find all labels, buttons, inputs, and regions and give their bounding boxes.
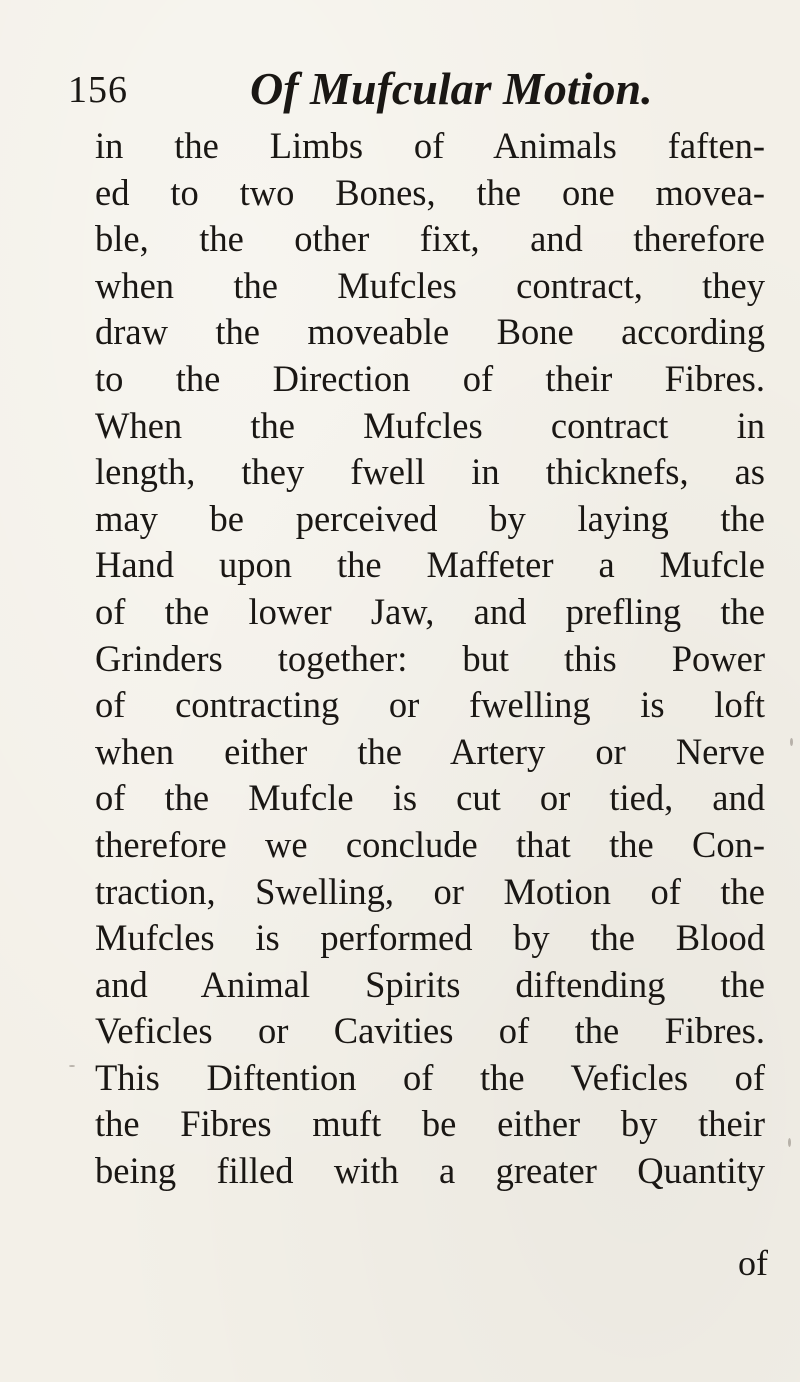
text-line: Hand upon the Maffeter a Mufcle (95, 544, 765, 586)
text-line: This Diftention of the Veficles of (95, 1056, 765, 1098)
text-line: when either the Artery or Nerve (95, 730, 765, 772)
text-line: of contracting or fwelling is loft (95, 684, 765, 726)
text-line: may be perceived by laying the (95, 497, 765, 539)
text-line: being filled with a greater Quantity (95, 1150, 765, 1192)
text-line: Grinders together: but this Power (95, 637, 765, 679)
body-text (95, 123, 765, 1195)
text-line: Veficles or Cavities of the Fibres. (95, 1010, 765, 1052)
text-line: traction, Swelling, or Motion of the (95, 870, 765, 912)
text-line: of the Mufcle is cut or tied, and (95, 777, 765, 819)
page-number: 156 (68, 69, 128, 111)
text-line: length, they fwell in thicknefs, as (95, 451, 765, 493)
page-header (68, 62, 768, 122)
catchword: of (738, 1243, 768, 1283)
text-line: in the Limbs of Animals faften- (95, 125, 765, 166)
running-title: Of Mufcular Motion. (250, 63, 653, 114)
text-line: and Animal Spirits diftending the (95, 963, 765, 1005)
paper-speck (69, 1065, 75, 1067)
text-line: of the lower Jaw, and prefling the (95, 590, 765, 632)
paper-speck (790, 738, 793, 746)
paper-speck (788, 1138, 791, 1147)
text-line: therefore we conclude that the Con- (95, 823, 765, 865)
text-line: ble, the other fixt, and therefore (95, 218, 765, 260)
text-line: When the Mufcles contract in (95, 404, 765, 446)
text-line: Mufcles is performed by the Blood (95, 917, 765, 959)
text-line: the Fibres muft be either by their (95, 1103, 765, 1145)
text-line: to the Direction of their Fibres. (95, 357, 765, 399)
text-line: when the Mufcles contract, they (95, 264, 765, 306)
text-line: draw the moveable Bone according (95, 311, 765, 353)
text-line: ed to two Bones, the one movea- (95, 171, 765, 213)
